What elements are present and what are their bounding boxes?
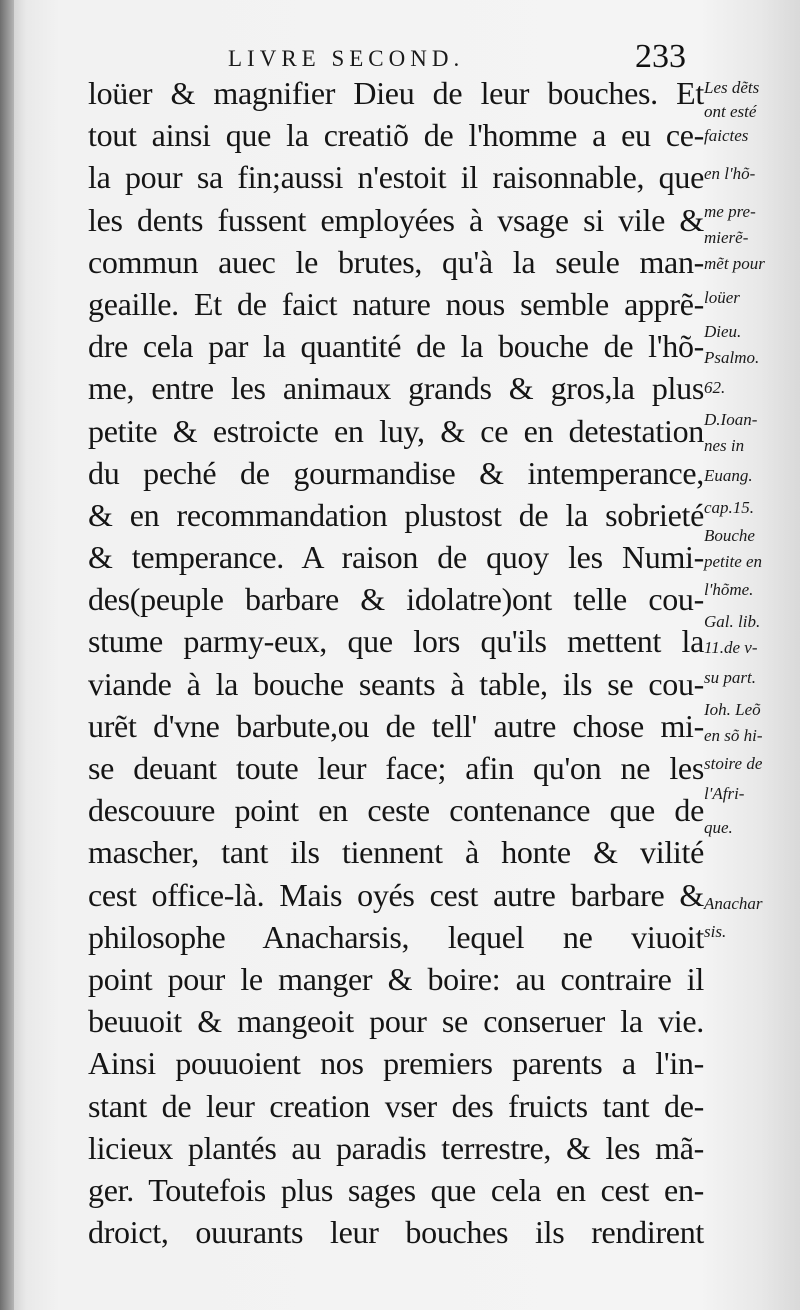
page-number: 233 — [635, 38, 686, 75]
margin-note: en sõ hi- — [704, 726, 763, 745]
margin-note: 11.de v- — [704, 638, 758, 657]
margin-note: petite en — [704, 552, 763, 571]
text-line: licieux plantés au paradis terrestre, & les mã- — [88, 1129, 704, 1166]
margin-note: Ioh. Leõ — [704, 700, 761, 719]
margin-note: mierẽ- — [704, 228, 749, 247]
text-line: tout ainsi que la creatiõ de l'homme a eu ce- — [88, 117, 704, 154]
text-line: philosophe Anacharsis, lequel ne viuoit — [88, 918, 704, 955]
margin-note: faictes — [704, 126, 749, 145]
margin-note: Bouche — [704, 526, 755, 545]
margin-note: Anachar — [704, 894, 763, 913]
text-line: des(peuple barbare & idolatre)ont telle cou- — [88, 581, 704, 618]
margin-note: que. — [704, 818, 733, 837]
margin-note: l'hõme. — [704, 580, 754, 599]
text-line: stant de leur creation vser des fruicts tant de- — [88, 1087, 704, 1124]
margin-note: mẽt pour — [704, 254, 765, 273]
margin-note: Dieu. — [704, 322, 742, 341]
text-line: geaille. Et de faict nature nous semble apprẽ- — [88, 285, 704, 322]
text-line: loüer & magnifier Dieu de leur bouches. Et — [88, 75, 704, 111]
text-line: Ainsi pouuoient nos premiers parents a l'in- — [88, 1045, 704, 1082]
margin-note: D.Ioan- — [704, 410, 758, 429]
margin-note: ont esté — [704, 102, 757, 121]
margin-note: loüer — [704, 288, 740, 307]
text-line: descouure point en ceste contenance que de — [88, 792, 704, 829]
body-text — [88, 72, 704, 1253]
margin-note: 62. — [704, 378, 726, 397]
margin-note: cap.15. — [704, 498, 755, 517]
text-line: ger. Toutefois plus sages que cela en cest en- — [88, 1171, 704, 1208]
margin-note: Les dẽts — [704, 78, 760, 97]
margin-note: sis. — [704, 922, 727, 941]
text-line: cest office-là. Mais oyés cest autre barbare & — [88, 876, 704, 913]
margin-note: en l'hõ- — [704, 164, 756, 183]
running-head-title: LIVRE SECOND. — [228, 46, 465, 71]
margin-note: stoire de — [704, 754, 763, 773]
binding-gutter — [0, 0, 14, 1310]
text-line: viande à la bouche seants à table, ils se cou- — [88, 665, 704, 702]
margin-note: Psalmo. — [704, 348, 760, 367]
text-line: urẽt d'vne barbute,ou de tell' autre chose mi- — [88, 707, 704, 744]
margin-note: me pre- — [704, 202, 756, 221]
text-line: dre cela par la quantité de la bouche de l'hõ- — [88, 328, 704, 365]
text-line: stume parmy-eux, que lors qu'ils mettent la — [88, 623, 704, 660]
text-line: du peché de gourmandise & intemperance, — [88, 454, 704, 491]
text-line: point pour le manger & boire: au contraire il — [88, 960, 704, 997]
margin-note: Euang. — [704, 466, 753, 485]
text-line: se deuant toute leur face; afin qu'on ne les — [88, 750, 704, 786]
text-line: droict, ouurants leur bouches ils rendirent — [88, 1214, 704, 1251]
text-line: beuuoit & mangeoit pour se conseruer la vie. — [88, 1003, 704, 1040]
text-line: mascher, tant ils tiennent à honte & vilité — [88, 834, 704, 871]
text-line: me, entre les animaux grands & gros,la plus — [88, 370, 704, 407]
margin-note: Gal. lib. — [704, 612, 761, 631]
text-line: la pour sa fin;aussi n'estoit il raisonnable, que — [88, 159, 704, 196]
margin-note: l'Afri- — [704, 784, 745, 803]
text-line: petite & estroicte en luy, & ce en detestation — [88, 412, 704, 449]
text-line: & en recommandation plustost de la sobrieté — [88, 496, 704, 533]
text-line: commun auec le brutes, qu'à la seule man- — [88, 243, 704, 280]
text-line: les dents fussent employées à vsage si vile & — [88, 201, 704, 238]
margin-note: su part. — [704, 668, 756, 687]
text-line: & temperance. A raison de quoy les Numi- — [88, 539, 704, 576]
margin-note: nes in — [704, 436, 745, 455]
